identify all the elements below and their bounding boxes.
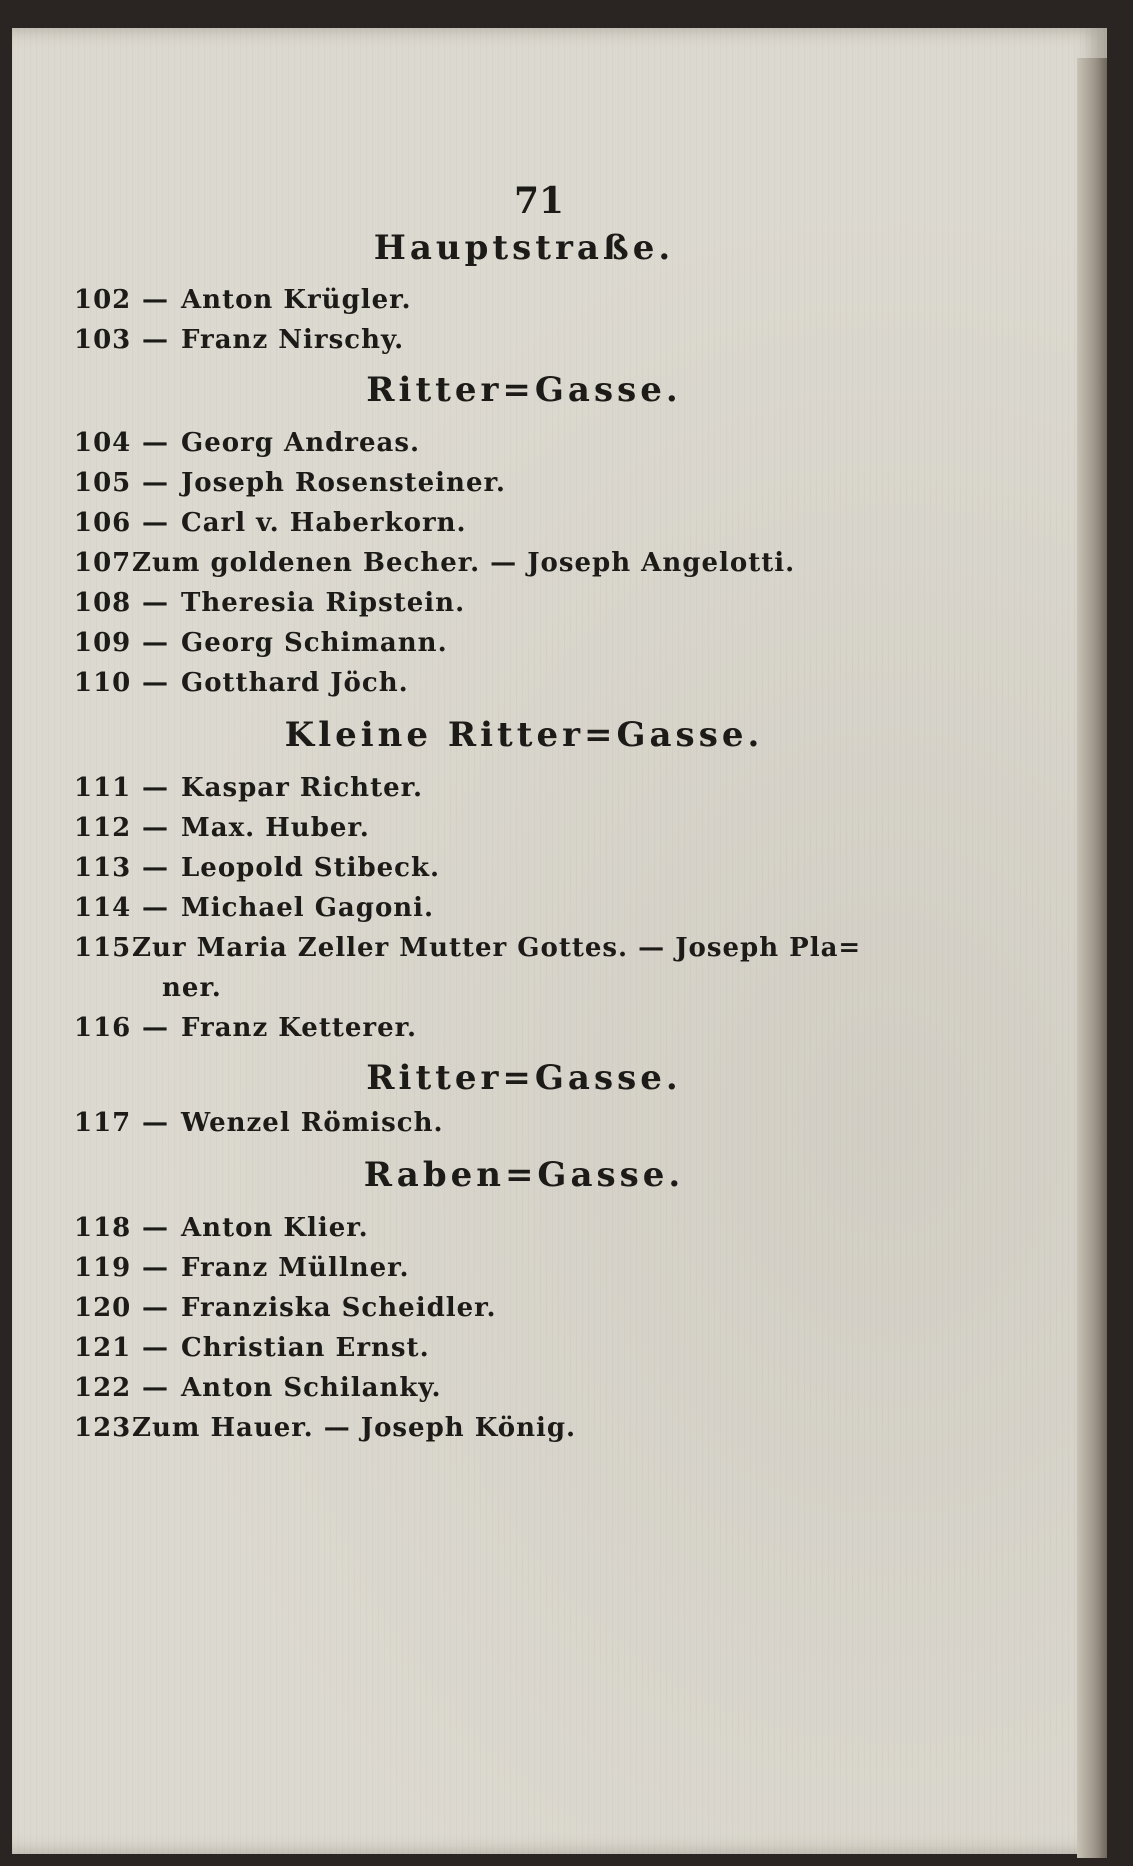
list-item	[74, 588, 465, 618]
house-number: 117	[74, 1108, 132, 1138]
house-number: 104	[74, 428, 132, 458]
resident-name: Anton Klier.	[181, 1213, 369, 1243]
list-item	[74, 893, 434, 923]
house-number: 111	[74, 773, 132, 803]
dash-separator: —	[142, 893, 169, 923]
list-item	[74, 1413, 576, 1443]
dash-separator: —	[142, 1213, 169, 1243]
list-item	[74, 853, 440, 883]
dash-separator: —	[142, 1013, 169, 1043]
house-number: 122	[74, 1373, 132, 1403]
list-item	[74, 468, 506, 498]
page-number: 71	[513, 180, 565, 222]
resident-name: Anton Schilanky.	[181, 1373, 442, 1403]
resident-name: Joseph Rosensteiner.	[181, 468, 506, 498]
section-heading-ritter-gasse-2: Ritter=Gasse.	[366, 1058, 682, 1098]
house-number: 119	[74, 1253, 132, 1283]
list-item	[74, 668, 409, 698]
dash-separator: —	[142, 428, 169, 458]
section-heading-hauptstrasse: Hauptstraße.	[373, 228, 675, 268]
dash-separator: —	[142, 628, 169, 658]
house-number: 116	[74, 1013, 132, 1043]
dash-separator: —	[142, 1253, 169, 1283]
house-number: 108	[74, 588, 132, 618]
resident-name: Christian Ernst.	[181, 1333, 430, 1363]
resident-name: Carl v. Haberkorn.	[181, 508, 467, 538]
house-number: 114	[74, 893, 132, 923]
dash-separator: —	[142, 1333, 169, 1363]
house-number: 110	[74, 668, 132, 698]
house-number: 121	[74, 1333, 132, 1363]
dash-separator: —	[142, 1373, 169, 1403]
resident-name: Anton Krügler.	[181, 285, 412, 315]
dash-separator: —	[142, 813, 169, 843]
house-number: 105	[74, 468, 132, 498]
resident-name: Georg Andreas.	[181, 428, 421, 458]
house-number: 113	[74, 853, 132, 883]
list-item	[74, 1333, 430, 1363]
section-heading-kleine-ritter-gasse: Kleine Ritter=Gasse.	[284, 715, 764, 755]
dash-separator: —	[142, 773, 169, 803]
house-number: 115	[74, 933, 132, 963]
list-item	[74, 773, 423, 803]
resident-name: Zum Hauer. — Joseph König.	[132, 1413, 577, 1443]
dash-separator: —	[142, 325, 169, 355]
house-number: 118	[74, 1213, 132, 1243]
list-item	[74, 1293, 497, 1323]
list-item	[74, 285, 412, 315]
resident-name: Michael Gagoni.	[181, 893, 435, 923]
house-number: 107	[74, 548, 132, 578]
list-item	[74, 1373, 442, 1403]
list-item	[74, 508, 467, 538]
dash-separator: —	[142, 1108, 169, 1138]
resident-name: Franziska Scheidler.	[181, 1293, 497, 1323]
dash-separator: —	[142, 285, 169, 315]
list-item	[74, 1108, 444, 1138]
resident-name: Wenzel Römisch.	[181, 1108, 444, 1138]
resident-name: Franz Ketterer.	[181, 1013, 417, 1043]
house-number: 123	[74, 1413, 132, 1443]
list-item	[74, 1253, 410, 1283]
resident-name: Georg Schimann.	[181, 628, 448, 658]
house-number: 109	[74, 628, 132, 658]
house-number: 102	[74, 285, 132, 315]
resident-name: Theresia Ripstein.	[181, 588, 466, 618]
section-heading-ritter-gasse: Ritter=Gasse.	[366, 370, 682, 410]
house-number: 103	[74, 325, 132, 355]
list-item	[74, 1213, 369, 1243]
resident-name: ner.	[162, 973, 222, 1003]
list-item-continuation	[162, 973, 222, 1003]
dash-separator: —	[142, 1293, 169, 1323]
resident-name: Max. Huber.	[181, 813, 370, 843]
resident-name: Kaspar Richter.	[181, 773, 423, 803]
resident-name: Zum goldenen Becher. — Joseph Angelotti.	[132, 548, 796, 578]
list-item	[74, 548, 795, 578]
page-edge	[1077, 58, 1107, 1858]
house-number: 112	[74, 813, 132, 843]
resident-name: Franz Nirschy.	[181, 325, 405, 355]
list-item	[74, 933, 861, 963]
paper-page	[12, 28, 1107, 1854]
resident-name: Leopold Stibeck.	[181, 853, 441, 883]
section-heading-raben-gasse: Raben=Gasse.	[363, 1155, 685, 1195]
resident-name: Franz Müllner.	[181, 1253, 410, 1283]
list-item	[74, 628, 448, 658]
dash-separator: —	[142, 853, 169, 883]
dash-separator: —	[142, 508, 169, 538]
dash-separator: —	[142, 588, 169, 618]
dash-separator: —	[142, 668, 169, 698]
list-item	[74, 428, 420, 458]
dash-separator: —	[142, 468, 169, 498]
house-number: 106	[74, 508, 132, 538]
list-item	[74, 325, 404, 355]
house-number: 120	[74, 1293, 132, 1323]
list-item	[74, 813, 370, 843]
resident-name: Zur Maria Zeller Mutter Gottes. — Joseph Pla=	[132, 933, 862, 963]
list-item	[74, 1013, 417, 1043]
resident-name: Gotthard Jöch.	[181, 668, 409, 698]
